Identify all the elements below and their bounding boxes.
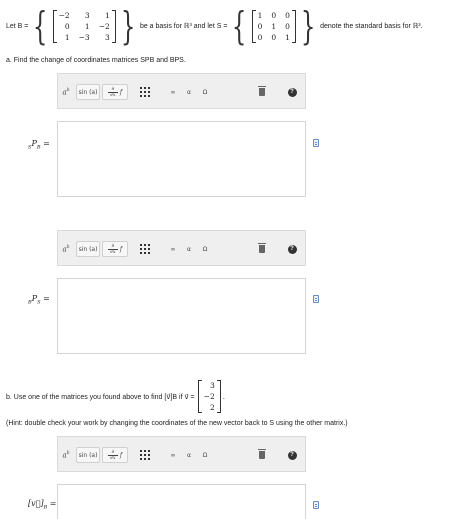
sin-button[interactable]: sin (a) bbox=[76, 241, 100, 257]
matrix-b-cell: 3 bbox=[104, 32, 110, 42]
matrix-grid-icon bbox=[140, 450, 150, 460]
matrix-s-cell: 0 bbox=[271, 10, 277, 20]
matrix-b-cell: 1 bbox=[64, 32, 70, 42]
matrix-button[interactable] bbox=[136, 241, 154, 257]
help-icon: ? bbox=[288, 451, 297, 460]
part-a-prompt: a. Find the change of coordinates matrices SPB and BPS. bbox=[6, 57, 186, 64]
matrix-b-cell: 1 bbox=[104, 10, 110, 20]
omega-button[interactable]: Ω bbox=[198, 84, 212, 100]
matrix-s-cell: 1 bbox=[271, 21, 277, 31]
derivative-button[interactable]: $\frac{\partial}{\partial x}$ f bbox=[102, 241, 128, 257]
left-brace: { bbox=[232, 4, 247, 48]
omega-button[interactable]: Ω bbox=[198, 447, 212, 463]
matrix-grid-icon bbox=[140, 87, 150, 97]
sin-button[interactable]: sin (a) bbox=[76, 84, 100, 100]
sin-button[interactable]: sin (a) bbox=[76, 447, 100, 463]
power-button[interactable]: $a^b$ bbox=[58, 447, 74, 463]
math-toolbar bbox=[57, 230, 306, 266]
left-brace: { bbox=[33, 4, 48, 48]
matrix-s-cell: 0 bbox=[257, 32, 263, 42]
matrix-s-cell: 0 bbox=[285, 10, 290, 20]
matrix-b-cell: −3 bbox=[78, 32, 90, 42]
answer-field-vb[interactable] bbox=[57, 484, 306, 519]
trash-icon bbox=[259, 88, 265, 96]
matrix-button[interactable] bbox=[136, 84, 154, 100]
right-brace: } bbox=[120, 4, 136, 48]
matrix-s-cell: 1 bbox=[285, 32, 290, 42]
matrix-b-cell: −2 bbox=[98, 21, 110, 31]
matrix-s bbox=[252, 10, 296, 43]
help-button[interactable] bbox=[284, 84, 300, 100]
vb-label: $[v⃗]_B$ = bbox=[28, 499, 57, 511]
spb-label: $_SP_B$ = bbox=[28, 139, 50, 151]
document-icon[interactable] bbox=[313, 501, 319, 509]
alpha-button[interactable]: α bbox=[182, 447, 196, 463]
basis-text: be a basis for ℝ³ and let S = bbox=[139, 23, 228, 30]
right-brace: } bbox=[300, 4, 316, 48]
document-icon[interactable] bbox=[313, 295, 319, 303]
vector-v-cell: −2 bbox=[203, 392, 215, 401]
matrix-button[interactable] bbox=[136, 447, 154, 463]
help-icon: ? bbox=[288, 245, 297, 254]
alpha-button[interactable]: α bbox=[182, 241, 196, 257]
matrix-s-cell: 0 bbox=[257, 21, 263, 31]
infinity-button[interactable]: ∞ bbox=[166, 241, 180, 257]
document-icon[interactable] bbox=[313, 139, 319, 147]
matrix-b bbox=[53, 10, 116, 43]
matrix-b-cell: 1 bbox=[84, 21, 90, 31]
answer-field-bps[interactable] bbox=[57, 278, 306, 354]
alpha-button[interactable]: α bbox=[182, 84, 196, 100]
math-toolbar bbox=[57, 436, 306, 472]
part-b-prompt: b. Use one of the matrices you found above to find [v⃗]B if v⃗ = 3 −2 2 . bbox=[6, 381, 225, 412]
infinity-button[interactable]: ∞ bbox=[166, 447, 180, 463]
matrix-s-cell: 0 bbox=[285, 21, 290, 31]
power-button[interactable]: $a^b$ bbox=[58, 241, 74, 257]
vector-v bbox=[198, 380, 221, 413]
infinity-button[interactable]: ∞ bbox=[166, 84, 180, 100]
math-toolbar bbox=[57, 73, 306, 109]
problem-statement bbox=[6, 4, 472, 48]
trash-button[interactable] bbox=[254, 447, 270, 463]
trash-button[interactable] bbox=[254, 241, 270, 257]
matrix-grid-icon bbox=[140, 244, 150, 254]
matrix-b-cell: 3 bbox=[84, 10, 90, 20]
vector-v-cell: 3 bbox=[209, 381, 215, 390]
derivative-button[interactable]: $\frac{\partial}{\partial x}$ f bbox=[102, 447, 128, 463]
trash-icon bbox=[259, 451, 265, 459]
matrix-s-cell: 1 bbox=[257, 10, 263, 20]
trash-icon bbox=[259, 245, 265, 253]
help-button[interactable] bbox=[284, 447, 300, 463]
omega-button[interactable]: Ω bbox=[198, 241, 212, 257]
vector-v-cell: 2 bbox=[209, 403, 215, 412]
help-button[interactable] bbox=[284, 241, 300, 257]
matrix-s-cell: 0 bbox=[271, 32, 277, 42]
derivative-button[interactable]: $\frac{\partial}{\partial x}$ f bbox=[102, 84, 128, 100]
trash-button[interactable] bbox=[254, 84, 270, 100]
matrix-b-cell: −2 bbox=[58, 10, 70, 20]
help-icon: ? bbox=[288, 88, 297, 97]
hint-text: (Hint: double check your work by changing the coordinates of the new vector back to S using the other matrix.) bbox=[6, 420, 348, 427]
power-button[interactable]: $a^b$ bbox=[58, 84, 74, 100]
bps-label: $_BP_S$ = bbox=[28, 294, 50, 306]
standard-basis-text: denote the standard basis for ℝ³. bbox=[320, 23, 423, 30]
let-b-text: Let B = bbox=[6, 22, 29, 30]
answer-field-spb[interactable] bbox=[57, 121, 306, 197]
matrix-b-cell: 0 bbox=[64, 21, 70, 31]
